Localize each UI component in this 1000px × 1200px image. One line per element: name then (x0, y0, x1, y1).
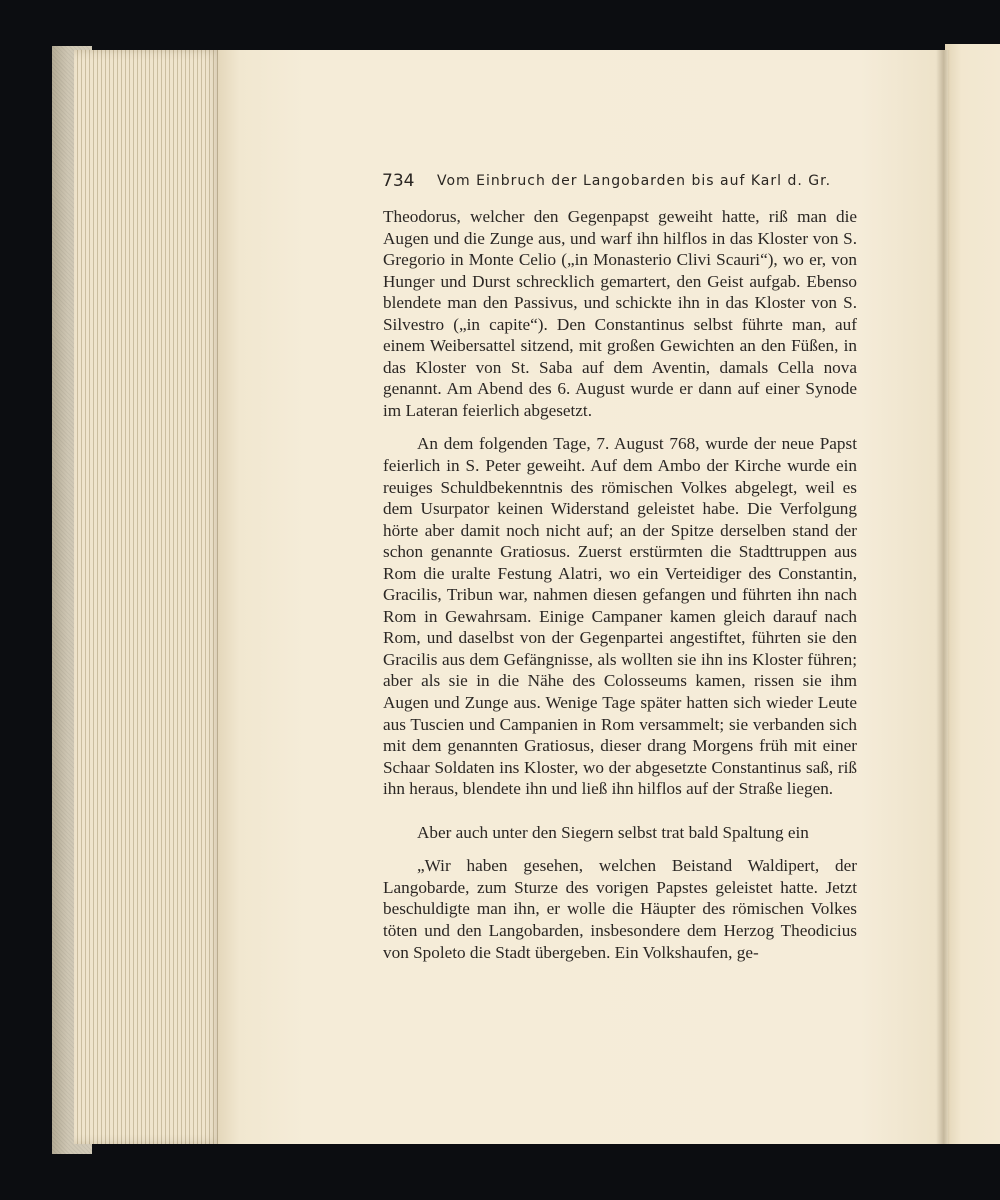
running-head-title: Vom Einbruch der Langobarden bis auf Karl d. Gr. (437, 173, 832, 189)
page-number: 734 (382, 171, 415, 191)
running-head (382, 171, 862, 195)
facing-page-edge (945, 44, 1000, 1144)
page-body (383, 206, 857, 963)
page-gutter-shadow (936, 50, 950, 1144)
paragraph: An dem folgenden Tage, 7. August 768, wurde der neue Papst feierlich in S. Peter geweiht. Auf dem Ambo der Kirche wurde ein reuiges Schuldbekenntnis des römischen Volkes abgelegt, weil es dem Usurpator keinen Widerstand geleistet habe. Die Verfolgung hörte aber damit noch nicht auf; an der Spitze derselben stand der schon genannte Gratiosus. Zuerst erstürmten die Stadttruppen aus Rom die uralte Festung Alatri, wo ein Verteidiger des Constantin, Gracilis, Tribun war, nahmen diesen gefangen und führten ihn nach Rom in Gewahrsam. Einige Campaner kamen gleich darauf nach Rom, und daselbst von der Gegenpartei angestiftet, führten sie den Gracilis aus dem Gefängnisse, als wollten sie ihn ins Kloster führen; aber als sie in die Nähe des Colosseums kamen, rissen sie ihm Augen und Zunge aus. Wenige Tage später hatten sich wieder Leute aus Tuscien und Campanien in Rom versammelt; sie verbanden sich mit dem genannten Gratiosus, dieser drang Morgens früh mit einer Schaar Soldaten ins Kloster, wo der abgesetzte Constantinus saß, riß ihn heraus, blendete ihn und ließ ihn hilflos auf der Straße liegen. (383, 434, 857, 799)
paragraph: Theodorus, welcher den Gegenpapst geweiht hatte, riß man die Augen und die Zunge aus, und warf ihn hilflos in das Kloster von S. Gregorio in Monte Celio („in Monasterio Clivi Scauri“), wo er, von Hunger und Durst schrecklich gemartert, den Geist aufgab. Ebenso blendete man den Passivus, und schickte ihn in das Kloster von S. Silvestro („in capite“). Den Constantinus selbst führte man, auf einem Weibersattel sitzend, mit großen Gewichten an den Füßen, in das Kloster von St. Saba auf dem Aventin, damals Cella nova genannt. Am Abend des 6. August wurde er dann auf einer Synode im Lateran feierlich abgesetzt. (383, 207, 857, 420)
paragraph: „Wir haben gesehen, welchen Beistand Waldipert, der Langobarde, zum Sturze des vorigen Papstes geleistet hatte. Jetzt beschuldigte man ihn, er wolle die Häupter des römischen Volkes töten und den Langobarden, insbesondere dem Herzog Theodicius von Spoleto die Stadt übergeben. Ein Volkshaufen, ge- (383, 856, 857, 962)
paragraph: Aber auch unter den Siegern selbst trat bald Spaltung ein (417, 822, 809, 842)
page-stack-edges (74, 50, 222, 1144)
